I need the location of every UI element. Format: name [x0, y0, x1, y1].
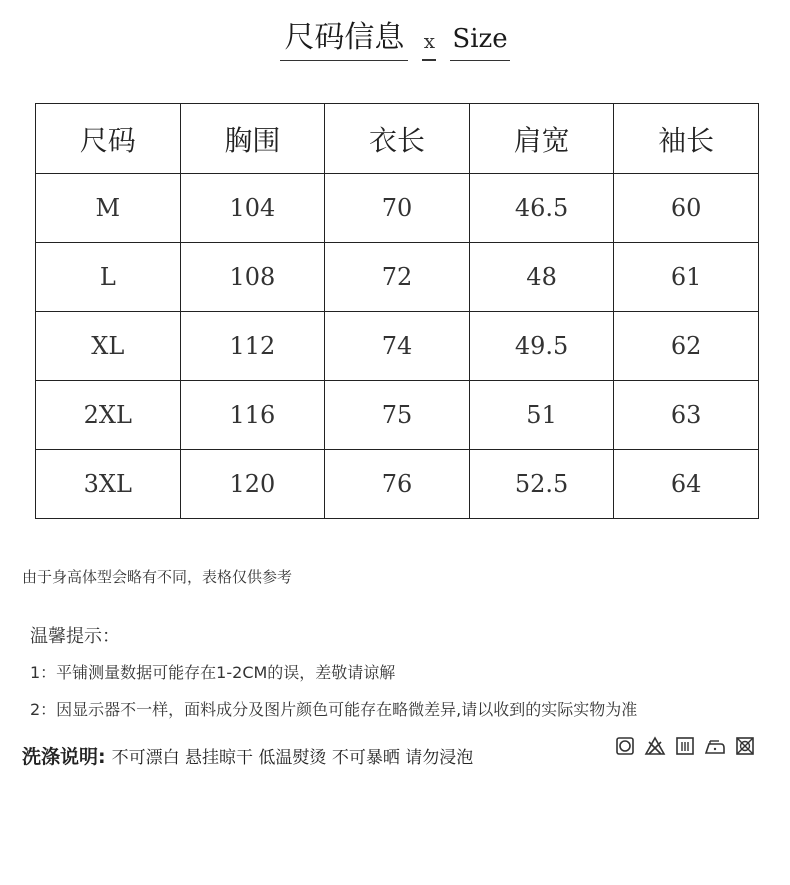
title-chinese: 尺码信息	[280, 20, 408, 61]
tumble-dry-icon	[614, 736, 636, 756]
cell-sleeve: 62	[614, 312, 759, 381]
page-title	[0, 20, 790, 61]
cell-sleeve: 61	[614, 243, 759, 312]
cell-length: 72	[325, 243, 470, 312]
header-size: 尺码	[36, 104, 181, 174]
cell-shoulder: 48	[469, 243, 614, 312]
table-row	[36, 381, 759, 450]
cell-shoulder: 51	[469, 381, 614, 450]
cell-size: 3XL	[36, 450, 181, 519]
cell-chest: 120	[180, 450, 325, 519]
cell-sleeve: 64	[614, 450, 759, 519]
cell-chest: 112	[180, 312, 325, 381]
cell-chest: 116	[180, 381, 325, 450]
cell-sleeve: 60	[614, 174, 759, 243]
care-icons	[614, 736, 756, 756]
table-header-row	[36, 104, 759, 174]
cell-shoulder: 52.5	[469, 450, 614, 519]
wash-label: 洗涤说明:	[22, 746, 106, 768]
header-chest: 胸围	[180, 104, 325, 174]
low-iron-icon	[704, 736, 726, 756]
no-bleach-icon	[644, 736, 666, 756]
cell-sleeve: 63	[614, 381, 759, 450]
header-length: 衣长	[325, 104, 470, 174]
cell-shoulder: 46.5	[469, 174, 614, 243]
table-row	[36, 312, 759, 381]
cell-size: M	[36, 174, 181, 243]
cell-length: 75	[325, 381, 470, 450]
cell-length: 74	[325, 312, 470, 381]
cell-shoulder: 49.5	[469, 312, 614, 381]
cell-chest: 108	[180, 243, 325, 312]
size-note: 由于身高体型会略有不同，表格仅供参考	[22, 568, 293, 586]
do-not-wash-icon	[734, 736, 756, 756]
size-table	[35, 103, 759, 519]
wash-text: 不可漂白 悬挂晾干 低温熨烫 不可暴晒 请勿浸泡	[111, 748, 474, 768]
header-shoulder: 肩宽	[469, 104, 614, 174]
tip-item: 2：因显示器不一样，面料成分及图片颜色可能存在略微差异,请以收到的实际实物为准	[30, 700, 638, 719]
cell-length: 70	[325, 174, 470, 243]
cell-size: L	[36, 243, 181, 312]
tip-item: 1：平铺测量数据可能存在1-2CM的误，差敬请谅解	[30, 663, 396, 682]
header-sleeve: 袖长	[614, 104, 759, 174]
table-row	[36, 243, 759, 312]
wash-instructions	[22, 742, 473, 769]
cell-size: XL	[36, 312, 181, 381]
title-english: Size	[450, 22, 509, 61]
table-row	[36, 174, 759, 243]
hang-dry-icon	[674, 736, 696, 756]
cell-size: 2XL	[36, 381, 181, 450]
title-separator: x	[422, 29, 436, 61]
table-row	[36, 450, 759, 519]
tips-title: 温馨提示：	[30, 626, 120, 647]
cell-length: 76	[325, 450, 470, 519]
cell-chest: 104	[180, 174, 325, 243]
